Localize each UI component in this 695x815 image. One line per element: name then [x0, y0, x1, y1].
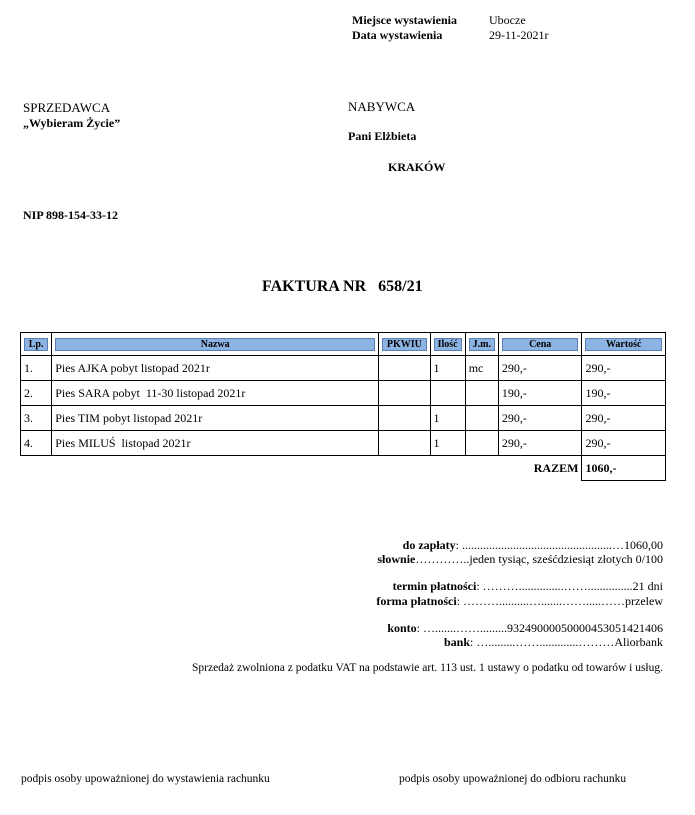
account-line: [387, 621, 663, 636]
col-header-lp: Lp.: [24, 338, 48, 351]
col-header-name: Nazwa: [55, 338, 375, 351]
term-label: termin płatności: [392, 579, 477, 593]
cell-unit: [465, 381, 498, 406]
cell-price: 290,-: [498, 431, 582, 456]
items-table: [20, 332, 666, 481]
to-pay-label: do zapłaty: [402, 538, 456, 552]
cell-pkwiu: [379, 406, 430, 431]
words-line: [377, 552, 663, 567]
date-value: 29-11-2021r: [489, 28, 549, 42]
total-label: RAZEM: [498, 456, 582, 481]
cell-price: 290,-: [498, 406, 582, 431]
buyer-city: KRAKÓW: [388, 160, 446, 174]
cell-unit: [465, 406, 498, 431]
cell-qty: 1: [430, 406, 465, 431]
table-row: [21, 381, 666, 406]
to-pay-value: : ..................................................…1060,00: [455, 538, 663, 552]
cell-qty: [430, 381, 465, 406]
date-label: Data wystawienia: [352, 28, 443, 42]
seller-nip: NIP 898-154-33-12: [23, 208, 118, 222]
account-value: : ….......…….........93249000050000453051421406: [416, 621, 663, 635]
term-value: : ………...............……...............21 dni: [476, 579, 663, 593]
cell-name: Pies TIM pobyt listopad 2021r: [52, 406, 379, 431]
cell-name: Pies MILUŚ listopad 2021r: [52, 431, 379, 456]
to-pay-line: [403, 538, 663, 553]
seller-name: „Wybieram Życie”: [23, 116, 121, 130]
total-row: [21, 456, 666, 481]
words-value: …………..jeden tysiąc, sześćdziesiąt złotych 0/100: [415, 552, 663, 566]
issuer-signature-label: podpis osoby upoważnionej do wystawienia rachunku: [21, 773, 270, 785]
table-row: [21, 431, 666, 456]
cell-lp: 2.: [21, 381, 52, 406]
cell-value: 190,-: [582, 381, 666, 406]
cell-price: 290,-: [498, 356, 582, 381]
col-header-unit: J.m.: [469, 338, 495, 351]
cell-value: 290,-: [582, 356, 666, 381]
cell-pkwiu: [379, 381, 430, 406]
form-line: [376, 594, 663, 609]
cell-pkwiu: [379, 431, 430, 456]
cell-value: 290,-: [582, 406, 666, 431]
col-header-value: Wartość: [585, 338, 662, 351]
table-header-row: [21, 333, 666, 356]
buyer-heading: NABYWCA: [348, 99, 416, 114]
cell-pkwiu: [379, 356, 430, 381]
bank-label: bank: [443, 635, 470, 649]
cell-name: Pies AJKA pobyt listopad 2021r: [52, 356, 379, 381]
vat-note: Sprzedaż zwolniona z podatku VAT na podstawie art. 113 ust. 1 ustawy o podatku od towarów i usług.: [191, 662, 663, 674]
col-header-qty: Ilość: [434, 338, 462, 351]
cell-unit: mc: [465, 356, 498, 381]
table-row: [21, 406, 666, 431]
term-line: [393, 579, 663, 594]
buyer-name: Pani Elżbieta: [348, 129, 417, 143]
cell-lp: 1.: [21, 356, 52, 381]
table-row: [21, 356, 666, 381]
cell-unit: [465, 431, 498, 456]
bank-line: [444, 635, 663, 650]
total-value: 1060,-: [582, 456, 666, 481]
cell-lp: 3.: [21, 406, 52, 431]
place-value: Ubocze: [489, 13, 526, 27]
cell-name: Pies SARA pobyt 11-30 listopad 2021r: [52, 381, 379, 406]
form-label: forma płatności: [376, 594, 457, 608]
seller-heading: SPRZEDAWCA: [23, 100, 111, 115]
cell-lp: 4.: [21, 431, 52, 456]
col-header-pkwiu: PKWIU: [382, 338, 426, 351]
words-label: słownie: [377, 552, 416, 566]
cell-qty: 1: [430, 431, 465, 456]
col-header-price: Cena: [502, 338, 579, 351]
receiver-signature-label: podpis osoby upoważnionej do odbioru rachunku: [399, 773, 627, 785]
form-value: : ………..........….......…….....……przelew: [456, 594, 663, 608]
bank-value: : ….........…….............………Aliorbank: [470, 635, 663, 649]
account-label: konto: [387, 621, 417, 635]
cell-price: 190,-: [498, 381, 582, 406]
cell-qty: 1: [430, 356, 465, 381]
invoice-title: FAKTURA NR 658/21: [262, 278, 423, 295]
cell-value: 290,-: [582, 431, 666, 456]
place-label: Miejsce wystawienia: [352, 13, 457, 27]
